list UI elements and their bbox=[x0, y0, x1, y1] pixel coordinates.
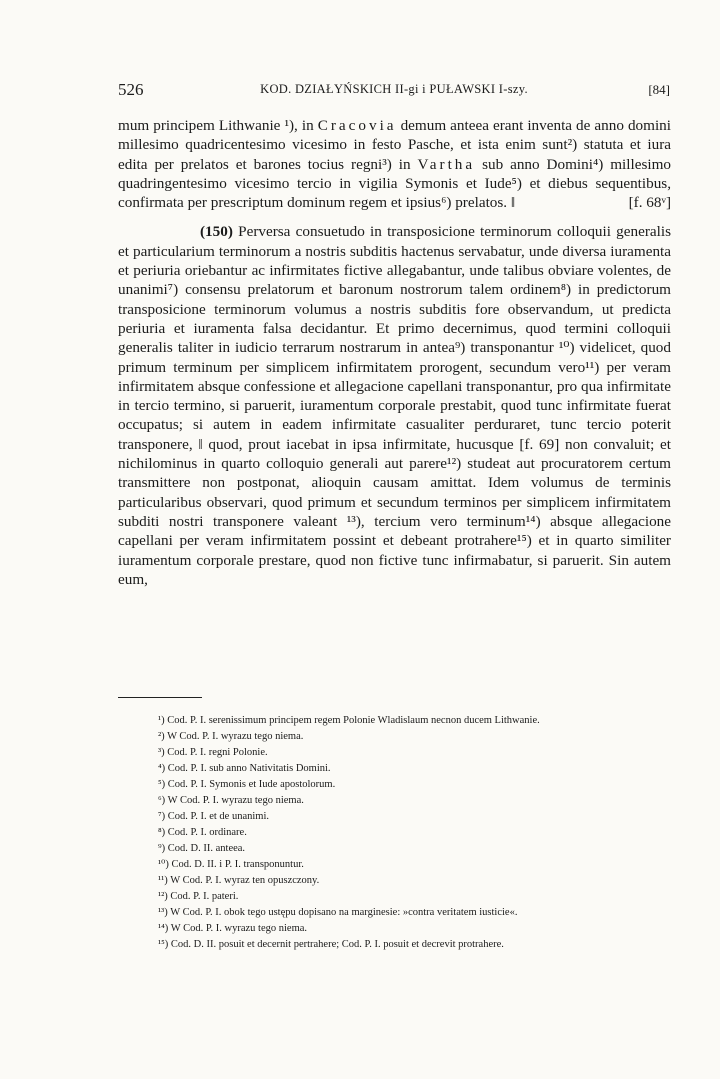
footnote: ⁶) W Cod. P. I. wyrazu tego niema. bbox=[158, 795, 304, 806]
footnote: ¹) Cod. P. I. serenissimum principem regem Polonie Wladislaum necnon ducem Lithwanie. bbox=[158, 715, 540, 726]
paragraph-1-text-b: demum anteea erant inventa de anno domini millesimo quadricentesimo vicesimo in festo Pasche, et ista enim sunt²) statuta et iura edita per prelatos et barones tocius regni³) in bbox=[118, 117, 671, 173]
footnote: ⁹) Cod. D. II. anteea. bbox=[158, 843, 246, 854]
footnote: ¹⁵) Cod. D. II. posuit et decernit pertrahere; Cod. P. I. posuit et decrevit protrahere. bbox=[158, 939, 504, 950]
paragraph-1 bbox=[118, 116, 671, 212]
footnote-divider bbox=[118, 697, 202, 698]
place-name-cracovia: Cracovia bbox=[317, 117, 397, 134]
folio-reference-inline: [f. 69] bbox=[519, 435, 560, 453]
folio-reference: [f. 68ᵛ] bbox=[628, 194, 671, 212]
footnote: ⁷) Cod. P. I. et de unanimi. bbox=[158, 811, 269, 822]
place-name-vartha: Vartha bbox=[417, 155, 476, 173]
paragraph-2-text-b: non convaluit; et nichilominus in quarto colloquio generali aut parere¹²) studeat aut procuratorem certum transmittere non postponat, alioquin causam amittat. Idem volumus de terminis particularibus observari, quod primum et secundum terminos per simplicem infirmitatem subditi nostri transponere valeant ¹³), tercium vero terminum¹⁴) absque allegacione capellani per veram infirmitatem possint et debeant protrahere¹⁵) et in quarto similiter iuramentum corporale prestare, quod non fictive tunc infirmabatur, si paruerit. Sin autem eum, bbox=[118, 435, 671, 588]
paragraph-2 bbox=[118, 222, 671, 589]
footnote: ³) Cod. P. I. regni Polonie. bbox=[158, 747, 268, 758]
footnote: ¹¹) W Cod. P. I. wyraz ten opuszczony. bbox=[158, 875, 320, 886]
page-number: 526 bbox=[118, 80, 144, 99]
footnote: ¹⁰) Cod. D. II. i P. I. transponuntur. bbox=[158, 859, 304, 870]
main-text bbox=[118, 116, 671, 589]
section-number: [84] bbox=[648, 82, 670, 97]
footnote: ⁴) Cod. P. I. sub anno Nativitatis Domini. bbox=[158, 763, 331, 774]
footnote: ⁵) Cod. P. I. Symonis et Iude apostolorum. bbox=[158, 779, 336, 790]
running-header bbox=[118, 80, 670, 102]
footnote: ²) W Cod. P. I. wyrazu tego niema. bbox=[158, 731, 304, 742]
paragraph-1-text-c: sub anno Domini⁴) millesimo quadringentesimo vicesimo tercio in vigilia Symonis et Iude⁵) et diebus sequentibus, confirmata per prescriptum dominum regem et ipsius⁶) prelatos. ‖ bbox=[118, 155, 671, 212]
paragraph-2-text-a: Perversa consuetudo in transposicione terminorum colloquii generalis et particularium terminorum a nostris subditis hactenus servabatur, unde diversa iuramenta et periuria oriebantur ac infirmitates fictive allegabantur, unde talibus obviare volentes, de unanimi⁷) consensu prelatorum et baronum nostrorum talem ordinem⁸) in predictorum transposicione terminorum volumus a nostris subditis fore observandum, ut predicta periuria et iuramenta falsa decidantur. Et primo decernimus, quod termini colloquii generalis taliter in iudicio terrarum nostrarum in antea⁹) transponantur ¹⁰) videlicet, quod primum terminum per simplicem infirmitatem prorogent, secundum vero¹¹) per veram infirmitatem absque confessione et allegacione capellani transponantur, pro qua infirmitate in tercio termino, si paruerit, iuramentum corporale prestabit, quod tunc infirmitate fuerat occupatus; si autem in eadem infirmitate casualiter perduraret, tunc tercio poterit transponere, ‖ quod, prout iacebat in ipsa infirmitate, hucusque bbox=[118, 223, 671, 453]
paragraph-1-text-a: mum principem Lithwanie ¹), in bbox=[118, 117, 318, 134]
footnote: ¹²) Cod. P. I. pateri. bbox=[158, 891, 239, 902]
footnotes bbox=[118, 713, 671, 953]
article-number: (150) bbox=[200, 223, 233, 241]
footnote: ⁸) Cod. P. I. ordinare. bbox=[158, 827, 247, 838]
running-title: KOD. DZIAŁYŃSKICH II-gi i PUŁAWSKI I-szy. bbox=[260, 82, 528, 96]
footnote: ¹⁴) W Cod. P. I. wyrazu tego niema. bbox=[158, 923, 308, 934]
footnote: ¹³) W Cod. P. I. obok tego ustępu dopisano na marginesie: »contra veritatem iusticie«. bbox=[158, 907, 518, 918]
